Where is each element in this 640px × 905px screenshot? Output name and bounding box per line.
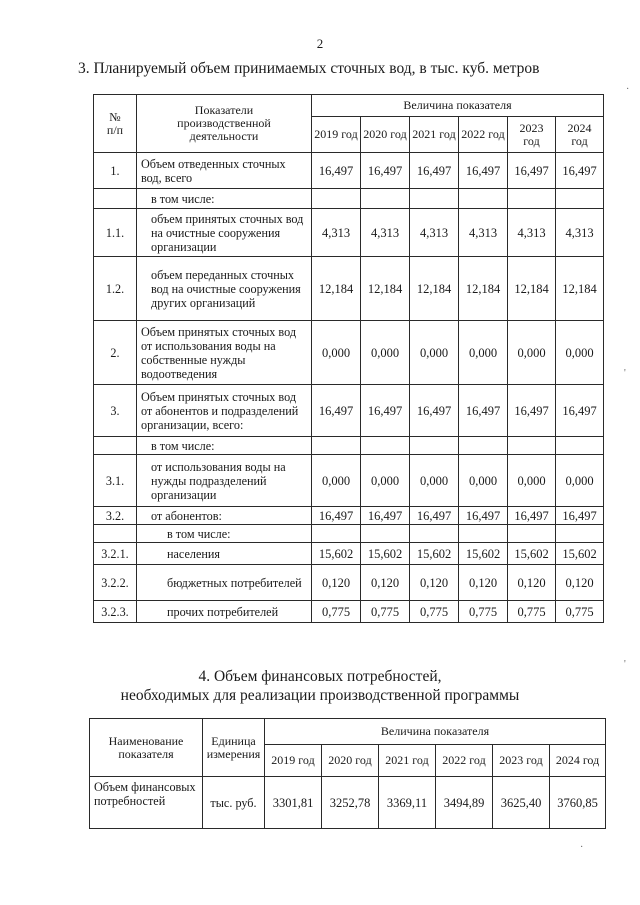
row-indicator: от абонентов: — [137, 507, 312, 525]
row-number: 1. — [94, 153, 137, 189]
section-4-title-line1: 4. Объем финансовых потребностей, — [198, 668, 442, 685]
row-number: 3.2.2. — [94, 565, 137, 601]
row-value — [459, 189, 508, 209]
row-value: 15,602 — [410, 543, 459, 565]
row-value: 0,120 — [312, 565, 361, 601]
financial-needs-table — [89, 718, 606, 829]
section-4-title — [0, 667, 640, 705]
row-value: 12,184 — [459, 257, 508, 321]
table-row — [94, 437, 604, 455]
row-value: 16,497 — [361, 385, 410, 437]
year-header: 2020 год — [361, 117, 410, 153]
row-number — [94, 437, 137, 455]
row-value: 0,000 — [508, 455, 556, 507]
section-4-title-line2: необходимых для реализации производственной программы — [120, 687, 520, 704]
table-row — [90, 777, 606, 829]
row-value — [410, 189, 459, 209]
row-value: 12,184 — [410, 257, 459, 321]
row-value: 0,775 — [556, 601, 604, 623]
row-number: 2. — [94, 321, 137, 385]
row-value: 16,497 — [508, 153, 556, 189]
row-number: 3.2.3. — [94, 601, 137, 623]
scan-mark: ' — [624, 368, 626, 379]
row-value: 0,120 — [410, 565, 459, 601]
row-value: 0,000 — [556, 321, 604, 385]
row-value: 0,000 — [459, 455, 508, 507]
row-value: 0,000 — [556, 455, 604, 507]
row-value: 0,775 — [361, 601, 410, 623]
table-row — [94, 455, 604, 507]
header-unit: Единица измерения — [203, 719, 265, 777]
row-value: 12,184 — [508, 257, 556, 321]
table-row — [94, 525, 604, 543]
table-row — [94, 257, 604, 321]
row-indicator: Объем принятых сточных вод от абонентов и подразделений организации, всего: — [137, 385, 312, 437]
row-value: 16,497 — [459, 385, 508, 437]
row-value: 0,120 — [556, 565, 604, 601]
table-row — [94, 209, 604, 257]
year-header: 2020 год — [322, 745, 379, 777]
row-indicator: объем принятых сточных вод на очистные сооружения организации — [137, 209, 312, 257]
row-value: 4,313 — [410, 209, 459, 257]
row-value — [459, 437, 508, 455]
row-value: 3760,85 — [550, 777, 606, 829]
row-value: 0,120 — [508, 565, 556, 601]
row-value: 16,497 — [312, 385, 361, 437]
row-value: 3625,40 — [493, 777, 550, 829]
row-indicator: Объем принятых сточных вод от использования воды на собственные нужды водоотведения — [137, 321, 312, 385]
row-value: 16,497 — [361, 153, 410, 189]
row-value — [508, 525, 556, 543]
row-value: 3494,89 — [436, 777, 493, 829]
row-value: 16,497 — [312, 507, 361, 525]
row-indicator: в том числе: — [137, 189, 312, 209]
row-value — [312, 525, 361, 543]
row-value — [508, 189, 556, 209]
header-indicator: Показатели производственной деятельности — [137, 95, 312, 153]
year-header: 2023 год — [508, 117, 556, 153]
row-value — [410, 437, 459, 455]
year-header: 2024 год — [550, 745, 606, 777]
row-value: 0,775 — [459, 601, 508, 623]
wastewater-volume-table — [93, 94, 604, 623]
row-indicator: населения — [137, 543, 312, 565]
year-header: 2021 год — [410, 117, 459, 153]
row-value: 4,313 — [508, 209, 556, 257]
row-value: 4,313 — [556, 209, 604, 257]
table-row — [94, 601, 604, 623]
year-header: 2019 год — [312, 117, 361, 153]
table-row — [94, 507, 604, 525]
row-value: 16,497 — [410, 153, 459, 189]
scan-mark: · — [626, 84, 630, 95]
row-value: 0,000 — [312, 455, 361, 507]
row-value: 0,000 — [459, 321, 508, 385]
row-value: 12,184 — [556, 257, 604, 321]
row-value: 0,775 — [508, 601, 556, 623]
row-value — [556, 437, 604, 455]
row-value: 4,313 — [312, 209, 361, 257]
row-value: 0,120 — [361, 565, 410, 601]
page-number: 2 — [316, 36, 324, 51]
row-number: 3.1. — [94, 455, 137, 507]
table-row — [94, 321, 604, 385]
header-no-line2: п/п — [106, 122, 124, 137]
row-number: 1.1. — [94, 209, 137, 257]
row-value: 0,000 — [312, 321, 361, 385]
year-header: 2023 год — [493, 745, 550, 777]
row-value: 15,602 — [556, 543, 604, 565]
row-value: 0,000 — [361, 321, 410, 385]
row-value: 16,497 — [459, 507, 508, 525]
row-value — [508, 437, 556, 455]
row-value — [361, 189, 410, 209]
row-indicator: объем переданных сточных вод на очистные сооружения других организаций — [137, 257, 312, 321]
row-value: 12,184 — [312, 257, 361, 321]
row-unit: тыс. руб. — [203, 777, 265, 829]
row-indicator: бюджетных потребителей — [137, 565, 312, 601]
row-value: 0,000 — [410, 455, 459, 507]
row-value — [459, 525, 508, 543]
row-value: 16,497 — [459, 153, 508, 189]
row-value: 3252,78 — [322, 777, 379, 829]
row-value: 4,313 — [459, 209, 508, 257]
scan-mark: ' — [624, 659, 626, 670]
row-value: 16,497 — [556, 507, 604, 525]
row-value — [410, 525, 459, 543]
row-value — [556, 189, 604, 209]
row-value: 0,120 — [459, 565, 508, 601]
row-number — [94, 525, 137, 543]
row-value: 0,000 — [361, 455, 410, 507]
row-indicator: от использования воды на нужды подразделений организации — [137, 455, 312, 507]
row-indicator: в том числе: — [137, 525, 312, 543]
row-value: 16,497 — [410, 385, 459, 437]
row-value: 4,313 — [361, 209, 410, 257]
header-no-line1: № — [109, 109, 121, 124]
row-value — [556, 525, 604, 543]
row-value: 0,775 — [312, 601, 361, 623]
row-value — [312, 437, 361, 455]
header-no — [94, 95, 137, 153]
row-value: 15,602 — [312, 543, 361, 565]
year-header: 2022 год — [459, 117, 508, 153]
row-indicator: Объем отведенных сточных вод, всего — [137, 153, 312, 189]
year-header: 2024 год — [556, 117, 604, 153]
row-indicator: прочих потребителей — [137, 601, 312, 623]
year-header: 2019 год — [265, 745, 322, 777]
row-value: 16,497 — [312, 153, 361, 189]
row-value — [361, 437, 410, 455]
row-number: 1.2. — [94, 257, 137, 321]
row-number — [94, 189, 137, 209]
row-value: 15,602 — [459, 543, 508, 565]
table-row — [94, 189, 604, 209]
row-value: 15,602 — [361, 543, 410, 565]
row-value: 0,000 — [508, 321, 556, 385]
row-value: 16,497 — [361, 507, 410, 525]
table-row — [94, 385, 604, 437]
row-value — [361, 525, 410, 543]
row-value: 16,497 — [556, 153, 604, 189]
header-name: Наименование показателя — [90, 719, 203, 777]
row-value: 3369,11 — [379, 777, 436, 829]
row-value: 16,497 — [410, 507, 459, 525]
row-value: 0,775 — [410, 601, 459, 623]
section-3-title: 3. Планируемый объем принимаемых сточных вод, в тыс. куб. метров — [78, 60, 540, 77]
scan-mark: · — [580, 842, 584, 853]
table-row — [94, 565, 604, 601]
row-value: 16,497 — [556, 385, 604, 437]
row-value — [312, 189, 361, 209]
table-row — [94, 543, 604, 565]
row-value: 0,000 — [410, 321, 459, 385]
header-value-2: Величина показателя — [265, 719, 606, 745]
row-value: 16,497 — [508, 507, 556, 525]
table-row — [94, 153, 604, 189]
row-value: 15,602 — [508, 543, 556, 565]
row-value: 16,497 — [508, 385, 556, 437]
year-header: 2021 год — [379, 745, 436, 777]
year-header: 2022 год — [436, 745, 493, 777]
row-number: 3.2. — [94, 507, 137, 525]
row-indicator: в том числе: — [137, 437, 312, 455]
row-value: 12,184 — [361, 257, 410, 321]
row-value: 3301,81 — [265, 777, 322, 829]
row-name: Объем финансовых потребностей — [90, 777, 203, 829]
row-number: 3.2.1. — [94, 543, 137, 565]
row-number: 3. — [94, 385, 137, 437]
header-value: Величина показателя — [312, 95, 604, 117]
